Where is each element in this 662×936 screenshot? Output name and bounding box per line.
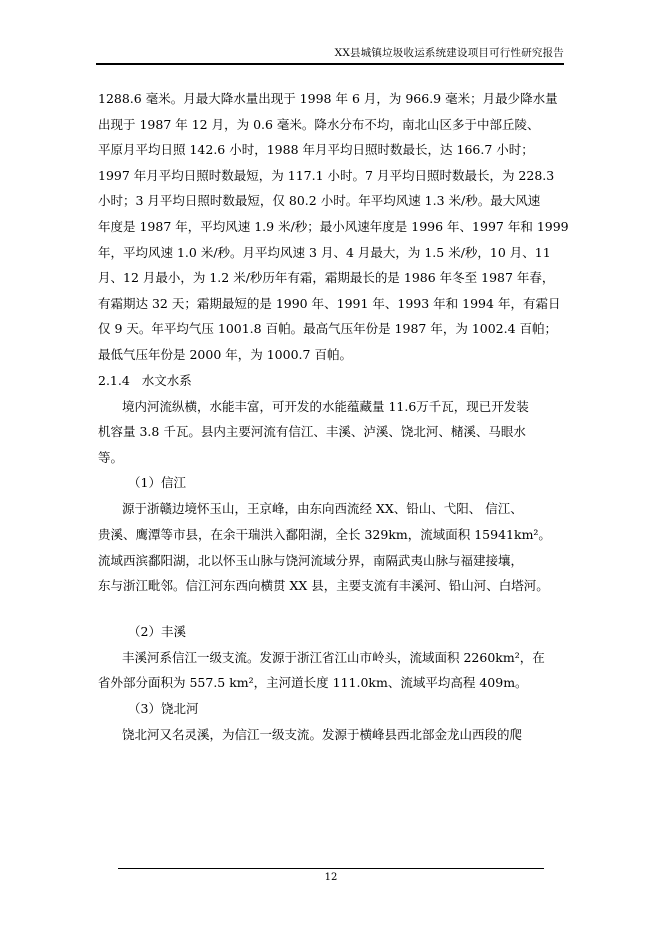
text-line: 小时；3 月平均日照时数最短，仅 80.2 小时。年平均风速 1.3 米/秒。最大风速	[98, 193, 541, 209]
river-heading-fengxi: （2）丰溪	[128, 623, 186, 639]
text-line: 1288.6 毫米。月最大降水量出现于 1998 年 6 月，为 966.9 毫米；月最少降水量	[98, 91, 558, 106]
text-line: 丰溪河系信江一级支流。发源于浙江省江山市岭头，流域面积 2260km²，在	[122, 649, 545, 665]
page-body	[98, 86, 569, 747]
text-line: 年度是 1987 年，平均风速 1.9 米/秒；最小风速年度是 1996 年、1997 年和 1999	[98, 218, 569, 234]
hydro-paragraph	[98, 394, 564, 471]
text-line: 月、12 月最小，为 1.2 米/秒历年有霜，霜期最长的是 1986 年冬至 1987 年春，	[98, 270, 555, 286]
text-line: 仅 9 天。年平均气压 1001.8 百帕。最高气压年份是 1987 年，为 1002.4 百帕；	[98, 321, 558, 337]
river-paragraph-xinjiang	[98, 496, 564, 598]
text-line: 等。	[98, 449, 124, 465]
section-number: 2.1.4	[98, 372, 130, 388]
text-line: 平原月平均日照 142.6 小时，1988 年月平均日照时数最长，达 166.7 小时；	[98, 142, 534, 158]
page-number: 12	[324, 872, 338, 883]
text-line: 机容量 3.8 千瓦。县内主要河流有信江、丰溪、泸溪、饶北河、槠溪、马眼水	[98, 424, 526, 440]
text-line: 省外部分面积为 557.5 km²，主河道长度 111.0km、流域平均高程 409m。	[98, 675, 528, 691]
text-line: 东与浙江毗邻。信江河东西向横贯 XX 县，主要支流有丰溪河、铅山河、白塔河。	[98, 578, 549, 594]
text-line: 流域西滨鄱阳湖，北以怀玉山脉与饶河流域分界，南隔武夷山脉与福建接壤，	[98, 552, 524, 568]
river-paragraph-raobei	[98, 722, 564, 748]
text-line: 源于浙赣边境怀玉山，王京峰，由东向西流经 XX、铅山、弋阳、 信江、	[122, 501, 523, 517]
text-line: 境内河流纵横，水能丰富，可开发的水能蕴藏量 11.6万千瓦，现已开发装	[122, 398, 529, 414]
text-line: 年，平均风速 1.0 米/秒。月平均风速 3 月、4 月最大，为 1.5 米/秒，10 月、11	[98, 244, 551, 260]
text-line: 最低气压年份是 2000 年，为 1000.7 百帕。	[98, 346, 352, 362]
text-line: 出现于 1987 年 12 月，为 0.6 毫米。降水分布不均，南北山区多于中部丘陵、	[98, 116, 540, 132]
text-line: 贵溪、鹰潭等市县，在余干瑞洪入鄱阳湖，全长 329km，流域面积 15941km²。	[98, 526, 551, 542]
text-line: 1997 年月平均日照时数最短，为 117.1 小时。7 月平均日照时数最长，为 228.3	[98, 167, 555, 183]
climate-paragraph	[98, 86, 569, 368]
section-heading	[98, 368, 564, 394]
text-line: 有霜期达 32 天；霜期最短的是 1990 年、1991 年、1993 年和 1994 年，有霜日	[98, 295, 561, 311]
river-heading-raobei: （3）饶北河	[128, 700, 199, 716]
footer-rule	[118, 868, 544, 869]
section-title: 水文水系	[141, 372, 192, 388]
page-header	[96, 46, 564, 65]
river-heading-xinjiang: （1）信江	[128, 475, 186, 491]
header-title: XX县城镇垃圾收运系统建设项目可行性研究报告	[334, 47, 564, 59]
text-line: 饶北河又名灵溪，为信江一级支流。发源于横峰县西北部金龙山西段的爬	[122, 726, 523, 742]
river-paragraph-fengxi	[98, 645, 564, 696]
